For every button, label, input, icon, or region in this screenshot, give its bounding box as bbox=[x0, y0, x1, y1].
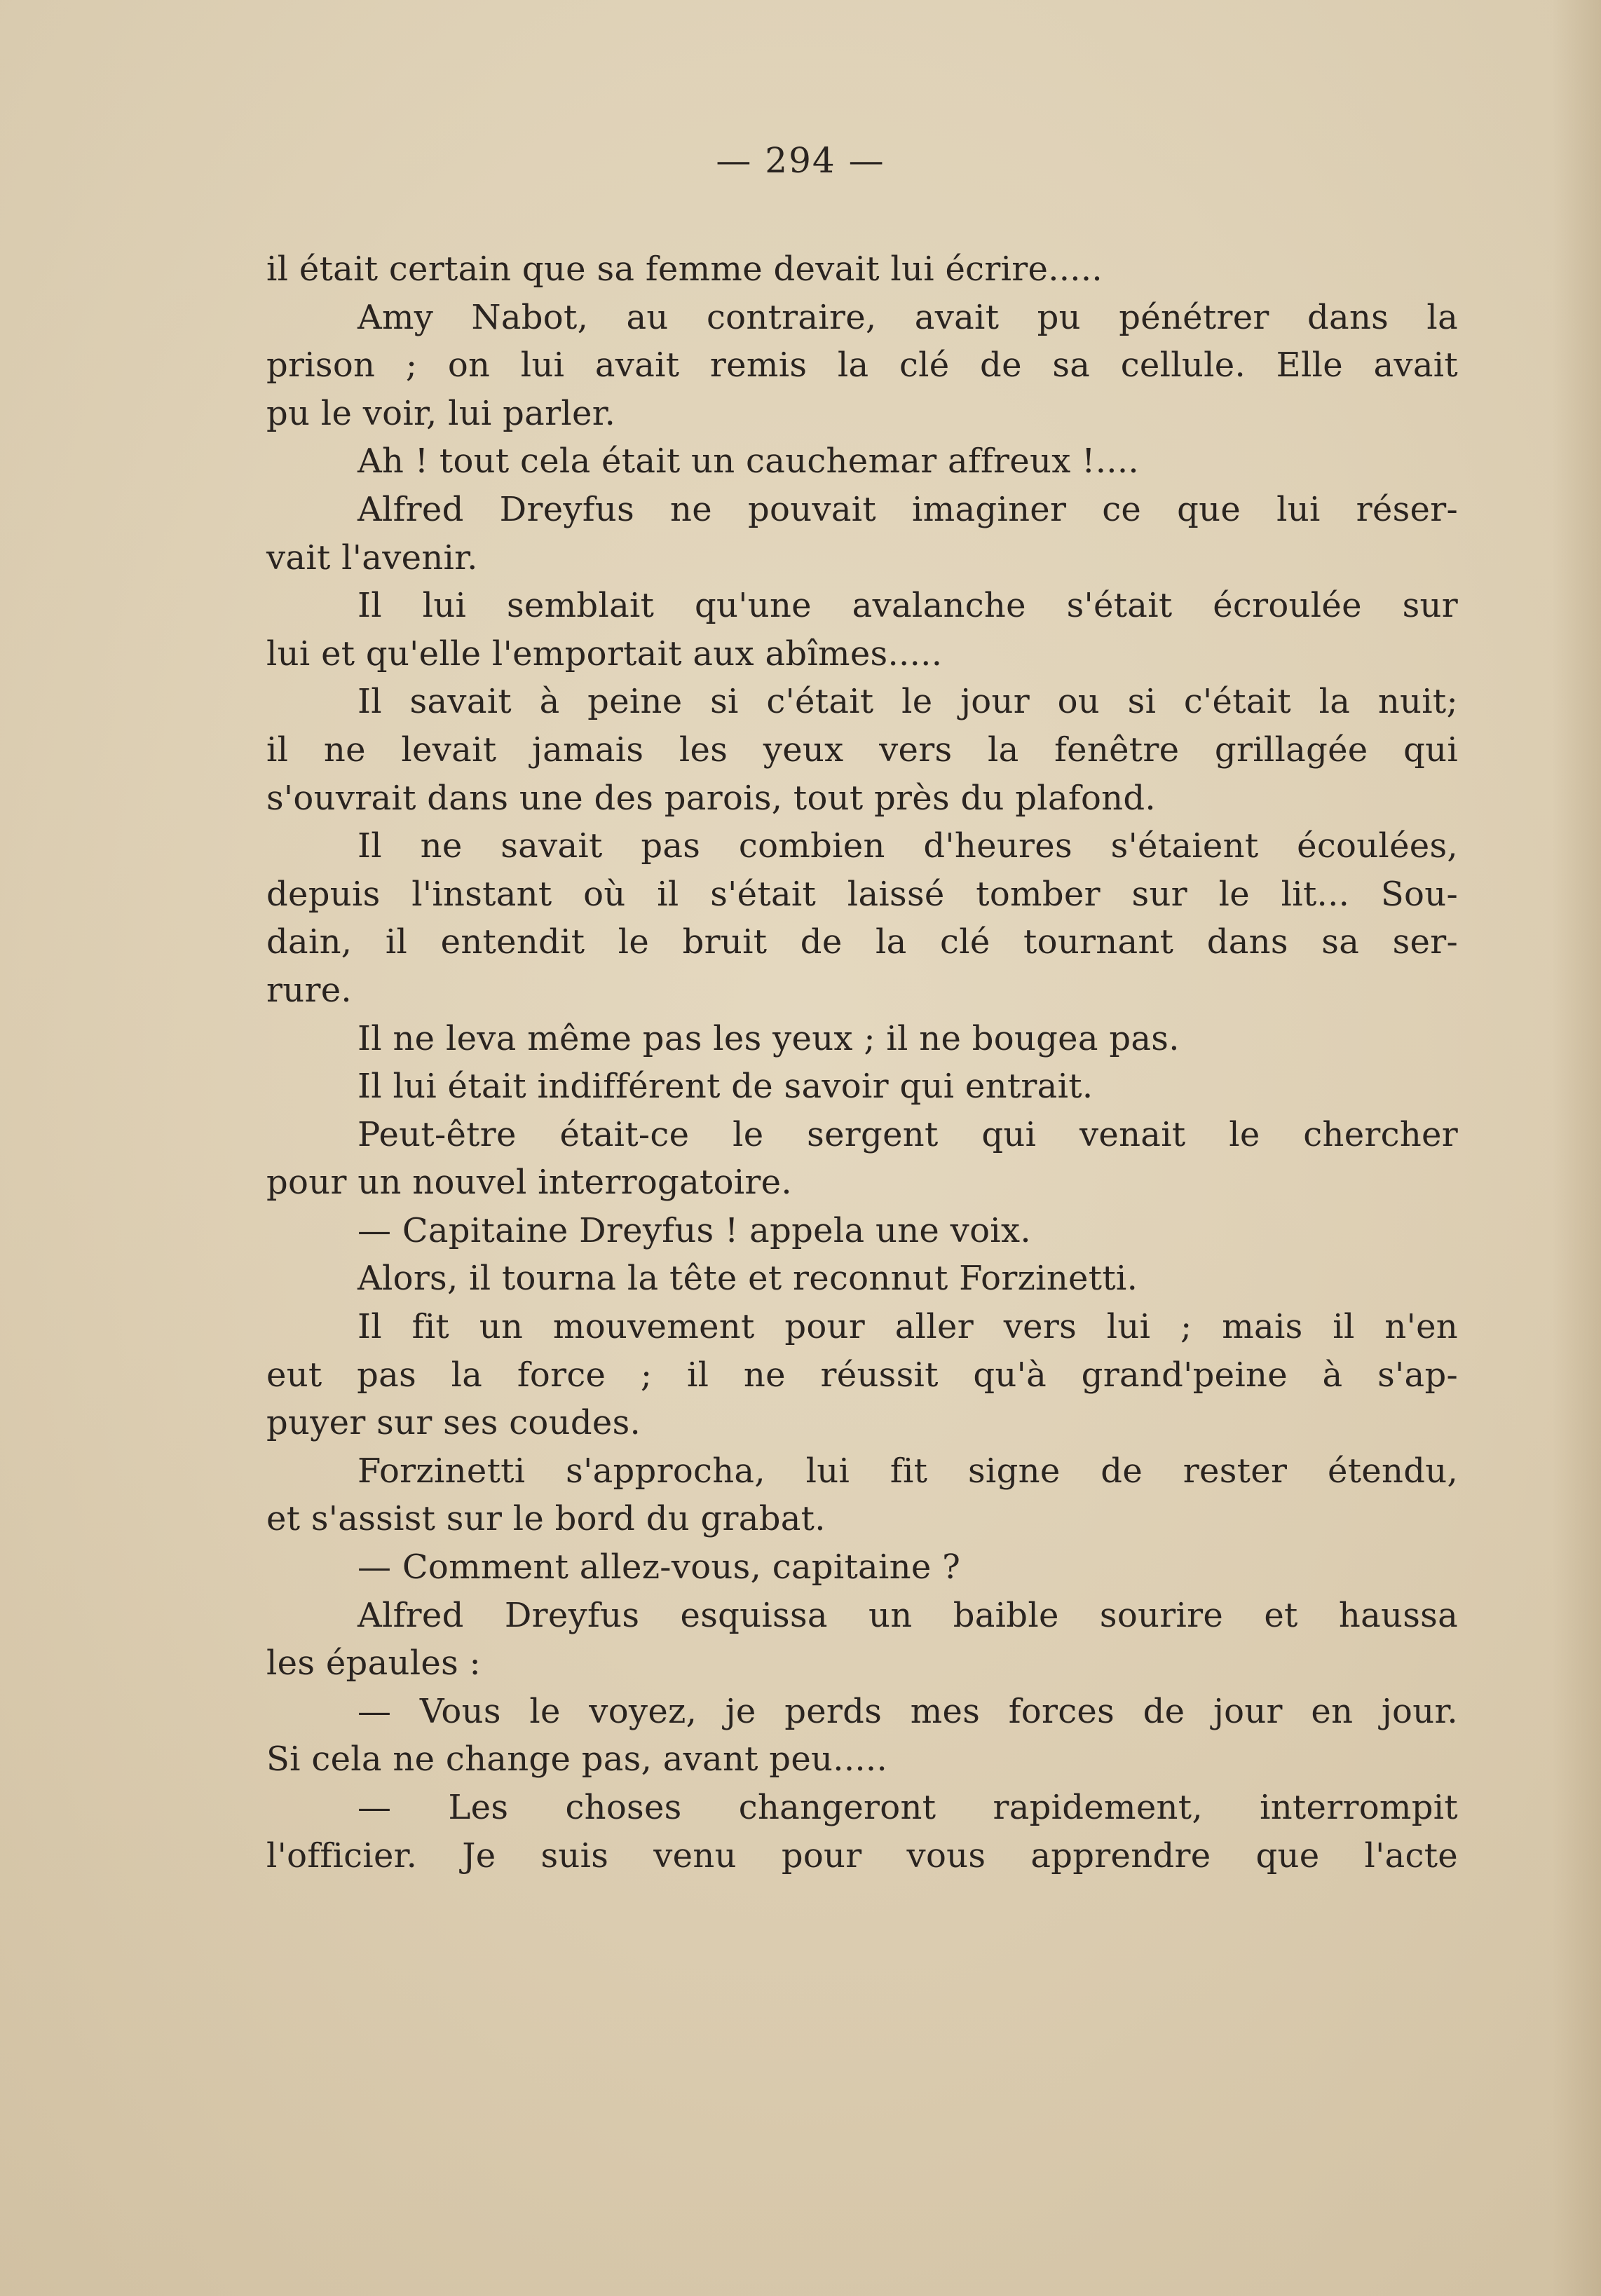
text-line: prison ; on lui avait remis la clé de sa cellule. Elle avait bbox=[266, 346, 1458, 385]
text-line: Si cela ne change pas, avant peu..... bbox=[266, 1740, 888, 1779]
text-line: — Comment allez-vous, capitaine ? bbox=[357, 1547, 961, 1587]
text-line: depuis l'instant où il s'était laissé tomber sur le lit... Sou- bbox=[266, 874, 1458, 914]
text-line: — Vous le voyez, je perds mes forces de jour en jour. bbox=[357, 1691, 1458, 1731]
text-line: Il ne leva même pas les yeux ; il ne bougea pas. bbox=[357, 1018, 1180, 1058]
text-line: et s'assist sur le bord du grabat. bbox=[266, 1499, 826, 1539]
page-number: — 294 — bbox=[716, 140, 885, 181]
text-line: Il lui était indifférent de savoir qui entrait. bbox=[357, 1067, 1094, 1107]
text-line: Forzinetti s'approcha, lui fit signe de rester étendu, bbox=[357, 1451, 1458, 1491]
text-line: Il lui semblait qu'une avalanche s'était écroulée sur bbox=[357, 586, 1458, 626]
text-line: vait l'avenir. bbox=[266, 538, 478, 578]
text-line: Alfred Dreyfus ne pouvait imaginer ce que lui réser- bbox=[357, 489, 1458, 529]
text-line: Il ne savait pas combien d'heures s'étaient écoulées, bbox=[357, 826, 1458, 866]
body-text bbox=[266, 245, 1458, 1880]
text-line: Peut-être était-ce le sergent qui venait le chercher bbox=[357, 1114, 1458, 1154]
text-line: s'ouvrait dans une des parois, tout près du plafond. bbox=[266, 778, 1156, 818]
text-line: Amy Nabot, au contraire, avait pu pénétrer dans la bbox=[357, 297, 1458, 337]
text-line: il était certain que sa femme devait lui écrire..... bbox=[266, 250, 1103, 289]
text-line: Ah ! tout cela était un cauchemar affreux !.... bbox=[357, 442, 1139, 481]
text-line: pu le voir, lui parler. bbox=[266, 393, 616, 433]
text-line: il ne levait jamais les yeux vers la fenêtre grillagée qui bbox=[266, 730, 1458, 770]
text-line: l'officier. Je suis venu pour vous apprendre que l'acte bbox=[266, 1836, 1458, 1875]
text-line: lui et qu'elle l'emportait aux abîmes..... bbox=[266, 634, 943, 674]
page-edge-shadow bbox=[1552, 0, 1601, 2296]
text-line: eut pas la force ; il ne réussit qu'à grand'peine à s'ap- bbox=[266, 1355, 1458, 1395]
text-line: Alors, il tourna la tête et reconnut Forzinetti. bbox=[357, 1259, 1138, 1299]
text-line: puyer sur ses coudes. bbox=[266, 1403, 641, 1443]
text-line: — Les choses changeront rapidement, interrompit bbox=[357, 1788, 1458, 1827]
text-line: les épaules : bbox=[266, 1644, 482, 1683]
text-line: Il fit un mouvement pour aller vers lui ; mais il n'en bbox=[357, 1307, 1458, 1347]
text-line: pour un nouvel interrogatoire. bbox=[266, 1163, 792, 1203]
text-line: rure. bbox=[266, 970, 352, 1010]
text-line: Alfred Dreyfus esquissa un baible sourire et haussa bbox=[357, 1595, 1458, 1635]
text-line: Il savait à peine si c'était le jour ou si c'était la nuit; bbox=[357, 682, 1458, 722]
text-line: dain, il entendit le bruit de la clé tournant dans sa ser- bbox=[266, 922, 1458, 962]
text-line: — Capitaine Dreyfus ! appela une voix. bbox=[357, 1210, 1031, 1250]
